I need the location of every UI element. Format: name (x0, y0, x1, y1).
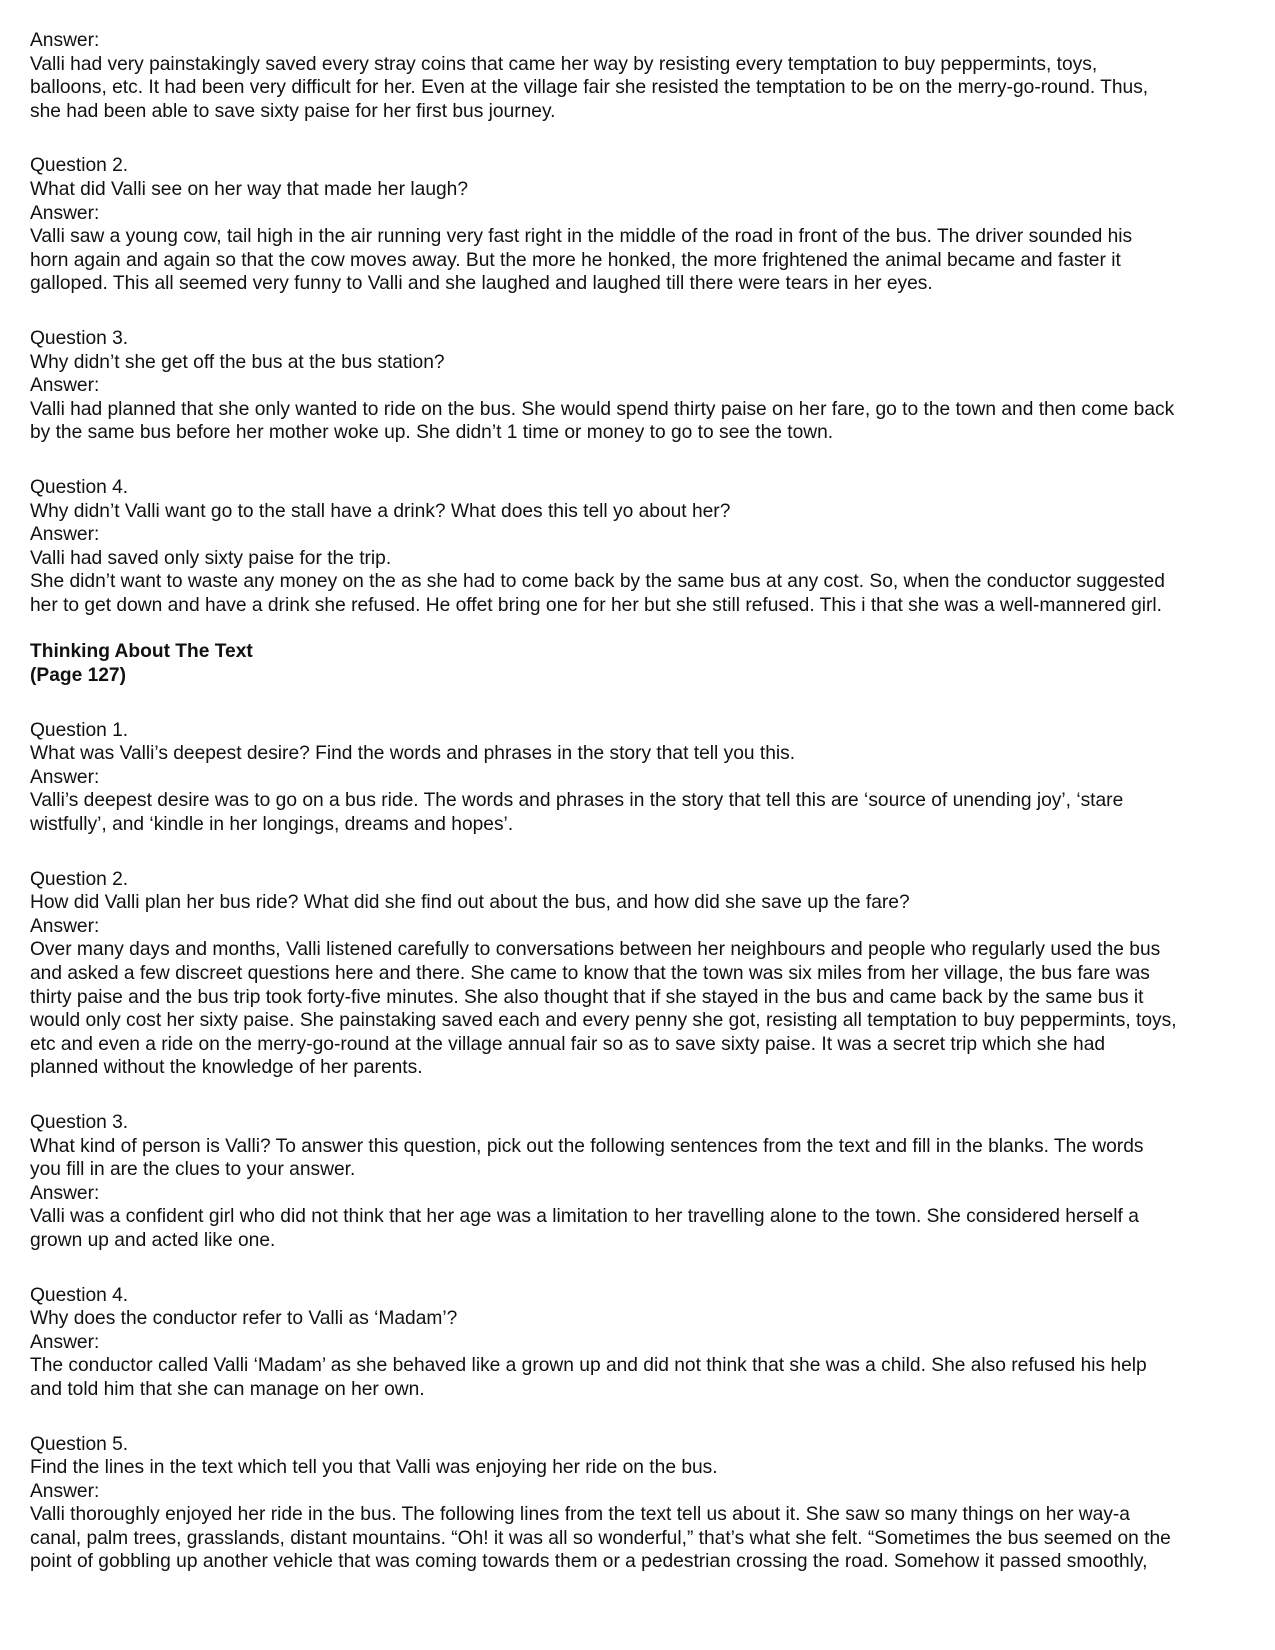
text-line: What kind of person is Valli? To answer this question, pick out the following sentences from the text and fill in the blanks. The words (30, 1135, 1144, 1157)
text-line: Valli’s deepest desire was to go on a bus ride. The words and phrases in the story that tell this are ‘source of unending joy’, ‘stare (30, 790, 1124, 812)
text-line: Question 2. (30, 155, 129, 177)
paragraph-spacer (30, 445, 1270, 476)
text-line: Question 5. (30, 1433, 129, 1455)
text-line: Question 2. (30, 868, 129, 890)
text-line: thirty paise and the bus trip took forty-five minutes. She also thought that if she stayed in the bus and came back by the same bus it (30, 986, 1144, 1008)
paragraph-spacer (30, 617, 1270, 640)
text-line: Valli had saved only sixty paise for the trip. (30, 547, 392, 569)
text-line: The conductor called Valli ‘Madam’ as she behaved like a grown up and did not think that she was a child. She also refused his help (30, 1355, 1147, 1377)
text-line: Answer: (30, 524, 100, 546)
text-line: point of gobbling up another vehicle that was coming towards them or a pedestrian crossing the road. Somehow it passed smoothly, (30, 1551, 1148, 1573)
text-line: Answer: (30, 766, 100, 788)
text-line: Answer: (30, 375, 100, 397)
paragraph-spacer (30, 1253, 1270, 1284)
text-line: Answer: (30, 915, 100, 937)
text-line: by the same bus before her mother woke up. She didn’t 1 time or money to go to see the town. (30, 422, 834, 444)
text-line: Find the lines in the text which tell you that Valli was enjoying her ride on the bus. (30, 1457, 718, 1479)
text-line: grown up and acted like one. (30, 1229, 276, 1251)
text-line: Answer: (30, 30, 100, 51)
text-line: Question 1. (30, 719, 129, 741)
text-line: Valli had very painstakingly saved every stray coins that came her way by resisting every temptation to buy peppermints, toys, (30, 53, 1098, 75)
paragraph-spacer (30, 837, 1270, 868)
section-heading: (Page 127) (30, 665, 126, 687)
text-line: Valli thoroughly enjoyed her ride in the bus. The following lines from the text tell us about it. She saw so many things on her way-a (30, 1504, 1130, 1526)
text-line: her to get down and have a drink she refused. He offet bring one for her but she still refused. This i that she was a well-mannered girl. (30, 594, 1162, 616)
text-line: Valli had planned that she only wanted to ride on the bus. She would spend thirty paise on her fare, go to the town and then come back (30, 398, 1175, 420)
document-page (30, 29, 1270, 1574)
text-line: What was Valli’s deepest desire? Find the words and phrases in the story that tell you this. (30, 743, 796, 765)
text-line: Answer: (30, 1331, 100, 1353)
text-line: planned without the knowledge of her parents. (30, 1057, 423, 1079)
text-line: Question 4. (30, 1284, 129, 1306)
paragraph-spacer (30, 123, 1270, 154)
paragraph-spacer (30, 296, 1270, 327)
text-line: galloped. This all seemed very funny to Valli and she laughed and laughed till there were tears in her eyes. (30, 273, 933, 295)
text-line: Why didn’t Valli want go to the stall have a drink? What does this tell yo about her? (30, 500, 731, 522)
text-line: Answer: (30, 1182, 100, 1204)
text-line: she had been able to save sixty paise for her first bus journey. (30, 100, 556, 122)
section-heading: Thinking About The Text (30, 641, 253, 663)
text-line: you fill in are the clues to your answer. (30, 1159, 356, 1181)
text-line: canal, palm trees, grasslands, distant mountains. “Oh! it was all so wonderful,” that’s what she felt. “Sometimes the bus seemed on the (30, 1527, 1171, 1549)
text-line: How did Valli plan her bus ride? What did she find out about the bus, and how did she save up the fare? (30, 892, 910, 914)
text-line: Question 4. (30, 476, 129, 498)
text-line: Valli was a confident girl who did not think that her age was a limitation to her travelling alone to the town. She considered herself a (30, 1206, 1139, 1228)
text-line: Why didn’t she get off the bus at the bus station? (30, 351, 445, 373)
paragraph-spacer (30, 1402, 1270, 1433)
text-line: etc and even a ride on the merry-go-round at the village annual fair so as to save sixty paise. It was a secret trip which she had (30, 1033, 1106, 1055)
text-line: Over many days and months, Valli listened carefully to conversations between her neighbours and people who regularly used the bus (30, 939, 1161, 961)
text-line: balloons, etc. It had been very difficult for her. Even at the village fair she resisted the temptation to be on the merry-go-round. Thus, (30, 77, 1149, 99)
paragraph-spacer (30, 1080, 1270, 1111)
text-line: Question 3. (30, 1111, 129, 1133)
text-line: would only cost her sixty paise. She painstaking saved each and every penny she got, resisting all temptation to buy peppermints, toys, (30, 1010, 1177, 1032)
text-line: Answer: (30, 202, 100, 224)
text-line: Answer: (30, 1480, 100, 1502)
text-line: What did Valli see on her way that made her laugh? (30, 178, 469, 200)
text-line: Valli saw a young cow, tail high in the air running very fast right in the middle of the road in front of the bus. The driver sounded his (30, 226, 1133, 248)
text-line: Why does the conductor refer to Valli as ‘Madam’? (30, 1308, 458, 1330)
text-line: She didn’t want to waste any money on the as she had to come back by the same bus at any cost. So, when the conductor suggested (30, 571, 1165, 593)
paragraph-spacer (30, 688, 1270, 719)
text-line: and told him that she can manage on her own. (30, 1378, 425, 1400)
text-line: Question 3. (30, 327, 129, 349)
text-line: wistfully’, and ‘kindle in her longings, dreams and hopes’. (30, 814, 514, 836)
text-line: and asked a few discreet questions here and there. She came to know that the town was six miles from her village, the bus fare was (30, 963, 1150, 984)
text-line: horn again and again so that the cow moves away. But the more he honked, the more frightened the animal became and faster it (30, 249, 1121, 271)
